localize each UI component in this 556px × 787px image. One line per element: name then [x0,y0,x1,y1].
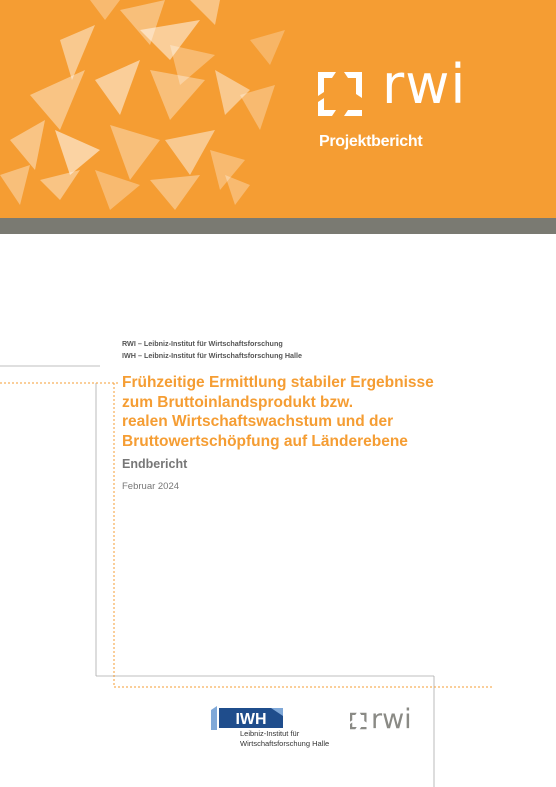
institute-iwh: IWH – Leibniz-Institut für Wirtschaftsforschung Halle [122,351,303,360]
rwi-small-logo-text: rwi [371,704,412,735]
iwh-subtitle-line: Wirtschaftsforschung Halle [240,738,330,748]
iwh-logo [211,706,285,730]
iwh-logo-text: IWH [235,711,267,728]
title-line: zum Bruttoinlandsprodukt bzw. [122,393,354,411]
iwh-subtitle-line: Leibniz-Institut für [240,729,300,738]
report-subtitle: Endbericht [122,457,188,471]
shard-pattern-graphic [0,0,556,218]
rwi-small-logo-icon [350,712,368,730]
header-grey-band [0,218,556,234]
title-line: Frühzeitige Ermittlung stabiler Ergebnisse [122,374,434,391]
report-date: Februar 2024 [122,481,180,492]
rwi-logo-text: rwi [382,53,467,116]
report-type-label: Projektbericht [319,133,423,150]
rwi-logo-icon [318,72,366,116]
institute-rwi: RWI – Leibniz-Institut für Wirtschaftsforschung [122,339,283,348]
iwh-logo-subtitle [240,729,329,748]
cover-header [0,0,556,218]
report-title [122,373,482,451]
title-line: Bruttowertschöpfung auf Länderebene [122,432,408,450]
title-line: realen Wirtschaftswachstum und der [122,413,394,430]
